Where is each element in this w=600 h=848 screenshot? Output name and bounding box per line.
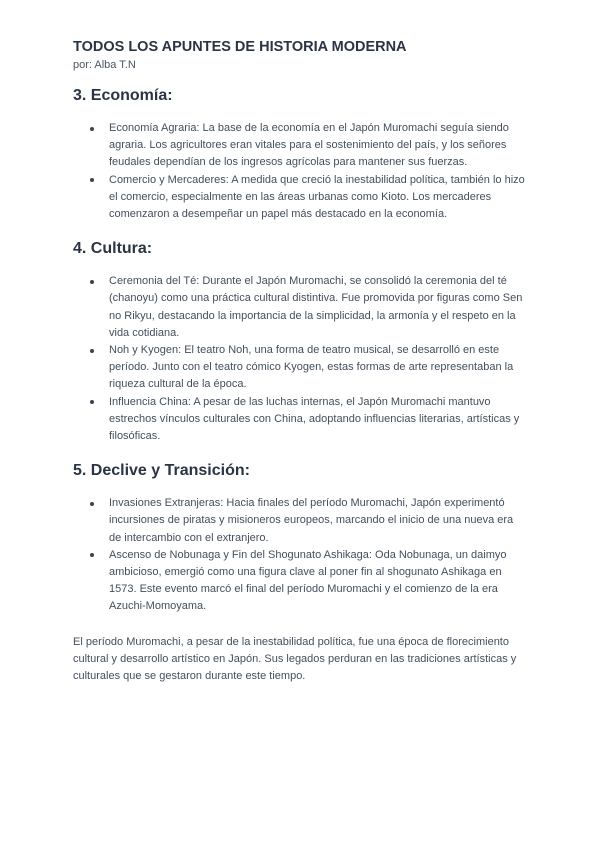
list-item <box>73 273 526 342</box>
list-item-text: Ceremonia del Té: Durante el Japón Muromachi, se consolidó la ceremonia del té (chanoyu) como una práctica cultural distintiva. Fue promovida por figuras como Sen no Rikyu, destacando la importancia de la simplicidad, la armonía y el respeto en la vida cotidiana. <box>109 275 523 339</box>
list-item <box>73 172 526 224</box>
list-item-text: Invasiones Extranjeras: Hacia finales del período Muromachi, Japón experimentó incursiones de piratas y misioneros europeos, marcando el inicio de una nueva era de intercambio con el extranjero. <box>109 497 514 544</box>
document-title: TODOS LOS APUNTES DE HISTORIA MODERNA <box>73 39 407 55</box>
list-item <box>73 342 526 394</box>
bullet-icon <box>90 502 94 506</box>
conclusion-paragraph: El período Muromachi, a pesar de la inestabilidad política, fue una época de florecimiento cultural y desarrollo artístico en Japón. Sus legados perduran en las tradiciones artísticas y culturales que se gestaron durante este tiempo. <box>73 635 517 683</box>
list-item-text: Comercio y Mercaderes: A medida que creció la inestabilidad política, también lo hizo el comercio, especialmente en las áreas urbanas como Kioto. Los mercaderes comenzaron a desempeñar un papel más destacado en la economía. <box>109 173 525 221</box>
economia-list <box>73 120 526 223</box>
bullet-icon <box>90 178 94 182</box>
bullet-icon <box>90 349 94 353</box>
bullet-icon <box>90 280 94 284</box>
list-item-text: Ascenso de Nobunaga y Fin del Shogunato Ashikaga: Oda Nobunaga, un daimyo ambicioso, emergió como una figura clave al poner fin al shogunato Ashikaga en 1573. Este evento marcó el final del período Muromachi y el comienzo de la era Azuchi-Momoyama. <box>109 548 507 613</box>
list-item-text: Noh y Kyogen: El teatro Noh, una forma de teatro musical, se desarrolló en este período. Junto con el teatro cómico Kyogen, estas formas de arte representaban la riqueza cultural de la época. <box>109 344 514 391</box>
bullet-icon <box>90 127 94 131</box>
list-item-text: Economía Agraria: La base de la economía en el Japón Muromachi seguía siendo agraria. Los agricultores eran vitales para el sostenimiento del país, y los señores feudales dependían de los ingresos agrícolas para mantener sus fuerzas. <box>109 122 509 169</box>
list-item <box>73 547 526 616</box>
section-heading-economia: 3. Economía: <box>73 87 173 104</box>
section-heading-declive: 5. Declive y Transición: <box>73 462 250 480</box>
bullet-icon <box>90 553 94 557</box>
cultura-list <box>73 273 526 445</box>
list-item-text: Influencia China: A pesar de las luchas internas, el Japón Muromachi mantuvo estrechos vínculos culturales con China, adoptando influencias literarias, artísticas y filosóficas. <box>109 395 520 443</box>
list-item <box>73 120 526 172</box>
bullet-icon <box>90 400 94 404</box>
declive-list <box>73 495 526 615</box>
document-author: por: Alba T.N <box>73 59 136 71</box>
list-item <box>73 495 526 547</box>
list-item <box>73 394 526 446</box>
section-heading-cultura: 4. Cultura: <box>73 240 153 258</box>
